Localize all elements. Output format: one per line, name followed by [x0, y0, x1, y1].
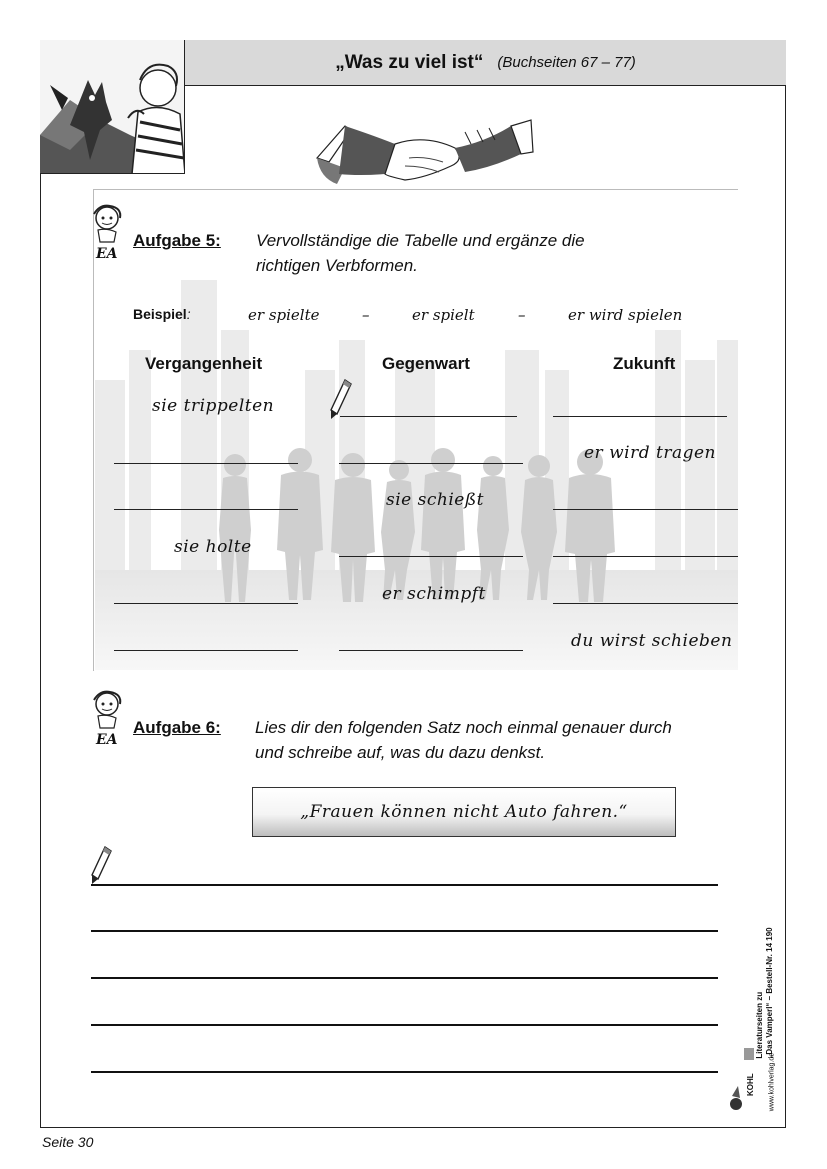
table-cell-r3-present: sie schießt — [386, 490, 485, 510]
section-divider — [94, 189, 738, 190]
example-label: Beispiel: — [133, 306, 191, 322]
header-illustration — [40, 40, 185, 174]
column-header-past: Vergangenheit — [145, 354, 263, 373]
pencil-icon — [329, 378, 353, 420]
table-cell-r2-future: er wird tragen — [584, 443, 716, 463]
answer-blank-r6-present[interactable] — [339, 650, 523, 651]
answer-blank-r2-present[interactable] — [339, 463, 523, 464]
handshake-icon — [315, 118, 535, 190]
page-subtitle: (Buchseiten 67 – 77) — [497, 54, 636, 71]
example-dash-1: – — [362, 306, 370, 324]
side-label-line1: Literaturseiten zu — [755, 991, 764, 1059]
writing-line-4[interactable] — [91, 1024, 718, 1026]
answer-blank-r4-future[interactable] — [553, 556, 738, 557]
task6-instruction-line1: Lies dir den folgenden Satz noch einmal genauer durch — [255, 718, 672, 737]
writing-line-5[interactable] — [91, 1071, 718, 1073]
answer-blank-r2-past[interactable] — [114, 463, 298, 464]
table-cell-r5-present: er schimpft — [382, 584, 486, 604]
task5-instruction-line2: richtigen Verbformen. — [256, 256, 418, 275]
column-header-future: Zukunft — [613, 354, 676, 373]
answer-blank-r3-future[interactable] — [553, 509, 738, 510]
table-cell-r1-past: sie trippelten — [152, 396, 275, 416]
answer-blank-r5-past[interactable] — [114, 603, 298, 604]
page-number: Seite 30 — [42, 1134, 94, 1150]
quote-box: „Frauen können nicht Auto fahren.“ — [252, 787, 676, 837]
column-header-present: Gegenwart — [382, 354, 470, 373]
writing-line-3[interactable] — [91, 977, 718, 979]
publisher-name: KOHL — [746, 1073, 755, 1096]
answer-blank-r4-present[interactable] — [339, 556, 523, 557]
side-label-line2: „Das Vamperl“ – Bestell-Nr. 14 190 — [765, 927, 774, 1059]
table-cell-r4-past: sie holte — [174, 537, 252, 557]
task5-instruction-line1: Vervollständige die Tabelle und ergänze die — [256, 231, 585, 250]
background-city-silhouettes — [95, 270, 738, 670]
pencil-icon — [91, 845, 113, 885]
ea-badge-icon — [86, 202, 128, 262]
example-future: er wird spielen — [568, 306, 683, 324]
example-dash-2: – — [518, 306, 526, 324]
answer-blank-r5-future[interactable] — [553, 603, 738, 604]
answer-blank-r1-present[interactable] — [340, 416, 517, 417]
example-present: er spielt — [412, 306, 475, 324]
publisher-logo — [728, 1046, 758, 1116]
task5-label: Aufgabe 5: — [133, 231, 221, 250]
publisher-url: www.kohlverlag.de — [768, 1052, 776, 1112]
answer-blank-r3-past[interactable] — [114, 509, 298, 510]
writing-line-2[interactable] — [91, 930, 718, 932]
table-cell-r6-future: du wirst schieben — [571, 631, 733, 651]
page-title: „Was zu viel ist“ — [335, 51, 484, 73]
answer-blank-r6-past[interactable] — [114, 650, 298, 651]
task6-label: Aufgabe 6: — [133, 718, 221, 737]
title-bar — [185, 40, 786, 86]
answer-blank-r1-future[interactable] — [553, 416, 727, 417]
ea-badge-text: EA — [96, 732, 118, 748]
ea-badge-icon — [86, 688, 128, 748]
task5-instruction — [256, 228, 585, 278]
example-past: er spielte — [248, 306, 320, 324]
task6-instruction-line2: und schreibe auf, was du dazu denkst. — [255, 743, 546, 762]
writing-line-1[interactable] — [91, 884, 718, 886]
ea-badge-text: EA — [96, 246, 118, 262]
task6-instruction — [255, 715, 672, 765]
